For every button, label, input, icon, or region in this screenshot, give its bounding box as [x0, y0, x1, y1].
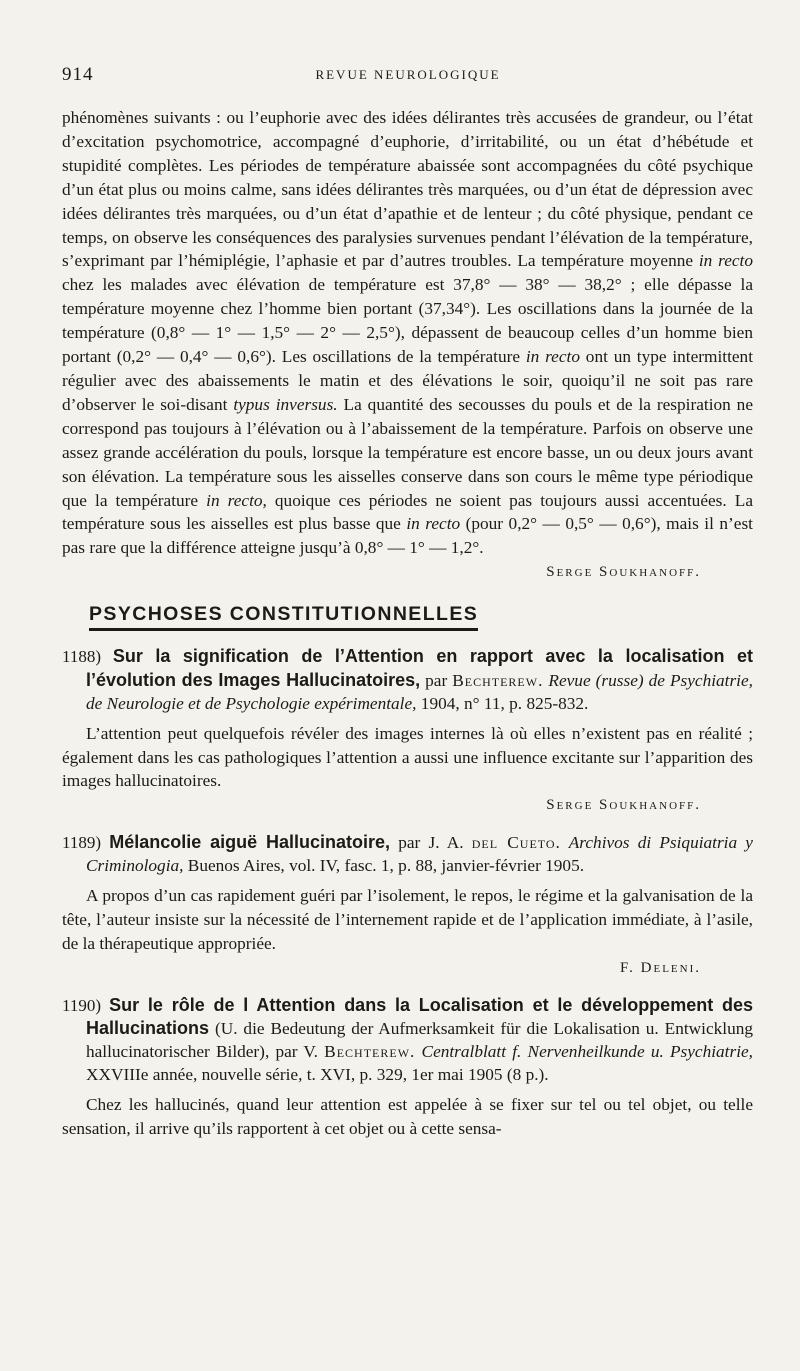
intro-text: ont un type intermittent régulier avec des abaissements le matin et des élévations le soir, quoiqu’il ne soit pas rare d’observer le soi-disant [62, 347, 753, 414]
entry-par: par J. A. [390, 833, 472, 853]
entry-heading [62, 645, 753, 715]
section-title: PSYCHOSES CONSTITUTIONNELLES [89, 603, 478, 631]
entry-journal: Centralblatt f. Nervenheilkunde u. Psychiatrie, [415, 1042, 753, 1062]
abstract-entry [62, 831, 753, 979]
entry-heading [62, 831, 753, 878]
entry-author: Bechterew. [324, 1042, 416, 1062]
entry-journal: Archivos di Psiquiatria y Criminologia, [86, 833, 753, 876]
entry-title: Sur la signification de l’Attention en rapport avec la localisation et l’évolution des Images Hallucinatoires, [86, 646, 753, 691]
entry-heading [62, 994, 753, 1087]
entry-par: (U. die Bedeutung der Aufmerksamkeit für die Lokalisation u. Entwicklung hallucinatorischer Bilder), par V. [86, 1019, 753, 1062]
entry-par: par [420, 671, 453, 691]
entry-author: del Cueto. [471, 833, 561, 853]
page-header [62, 64, 754, 88]
intro-text: phénomènes suivants : ou l’euphorie avec des idées délirantes très accusées de grandeur, ou l’état d’excitation psychomotrice, accompagné d’euphorie, d’irritabilité, ou un état d’hébétude et stupidité complètes. Les périodes de température abaissée sont accompagnées du côté psychique d’un état plus ou moins calme, sans idées délirantes très marquées, ou d’un état de dépression avec idées délirantes très marquées, ou d’un état d’apathie et de lenteur ; du côté physique, pendant ce temps, on observe les conséquences des paralysies survenues pendant l’élévation de la température, s’exprimant par l’hémiplégie, l’aphasie et par d’autres troubles. La température moyenne [62, 108, 753, 271]
running-title: REVUE NEUROLOGIQUE [315, 67, 501, 82]
intro-italic: in recto, [206, 490, 267, 510]
page-body [62, 106, 753, 1141]
entry-reference: Buenos Aires, vol. IV, fasc. 1, p. 88, janvier-février 1905. [183, 856, 585, 876]
abstract-entry [62, 645, 753, 817]
intro-text: quoique ces périodes ne soient pas toujours aussi accentuées. La température sous les aisselles est plus basse que [62, 490, 753, 534]
intro-italic: in recto [525, 347, 580, 367]
intro-text: chez les malades avec élévation de température est 37,8° — 38° — 38,2° ; elle dépasse la température moyenne chez l’homme bien portant (37,34°). Les oscillations dans la journée de la température (0,8° — 1° — 1,5° — 2° — 2,5°), dépassent de beaucoup celles d’un homme bien portant (0,2° — 0,4° — 0,6°). Les oscillations de la température [62, 275, 753, 367]
entry-body: Chez les hallucinés, quand leur attention est appelée à se fixer sur tel ou tel objet, ou telle sensation, il arrive qu’ils rapportent à cet objet ou à cette sensa- [62, 1094, 753, 1138]
entry-body: L’attention peut quelquefois révéler des images internes là où elles n’existent pas en réalité ; également dans les cas pathologiques l’attention a aussi une influence excitante sur l’apparition des images hallucinatoires. [62, 723, 753, 791]
entry-signature: F. Deleni. [620, 959, 701, 976]
entry-reference: 1904, n° 11, p. 825-832. [416, 693, 589, 713]
intro-text: (pour 0,2° — 0,5° — 0,6°), mais il n’est pas rare que la différence atteigne jusqu’à 0,8° — 1° — 1,2°. [62, 514, 753, 558]
intro-italic: in recto [698, 251, 753, 271]
entry-number: 1188) [62, 647, 102, 667]
entry-number: 1189) [62, 833, 102, 853]
entry-reference: XXVIIIe année, nouvelle série, t. XVI, p. 329, 1er mai 1905 (8 p.). [86, 1065, 549, 1085]
entry-journal: Revue (russe) de Psychiatrie, de Neurologie et de Psychologie expérimentale, [86, 671, 753, 713]
entry-author: Bechterew. [452, 671, 544, 691]
entry-body: A propos d’un cas rapidement guéri par l’isolement, le repos, le régime et la galvanisation de la tête, l’auteur insiste sur la nécessité de l’internement rapide et de l’application immédiate, à l’asile, de la thérapeutique appropriée. [62, 885, 753, 953]
entry-title: Mélancolie aiguë Hallucinatoire, [109, 832, 391, 853]
page-number: 914 [62, 64, 94, 85]
intro-text: La quantité des secousses du pouls et de la respiration ne correspond pas toujours à l’élévation ou à l’abaissement de la température. Parfois on observe une assez grande accélération du pouls, lorsque la température est encore basse, un ou deux jours avant son élévation. La température sous les aisselles conserve dans son cours le même type périodique que la température [62, 394, 753, 510]
intro-italic: in recto [406, 514, 461, 534]
intro-italic: typus inversus. [233, 394, 338, 414]
entry-signature: Serge Soukhanoff. [546, 797, 701, 814]
entry-title: Sur le rôle de l Attention dans la Localisation et le développement des Hallucinations [86, 994, 753, 1039]
intro-paragraph [62, 106, 753, 560]
intro-signature: Serge Soukhanoff. [546, 564, 701, 581]
abstract-entry [62, 994, 753, 1141]
entry-number: 1190) [62, 995, 102, 1015]
